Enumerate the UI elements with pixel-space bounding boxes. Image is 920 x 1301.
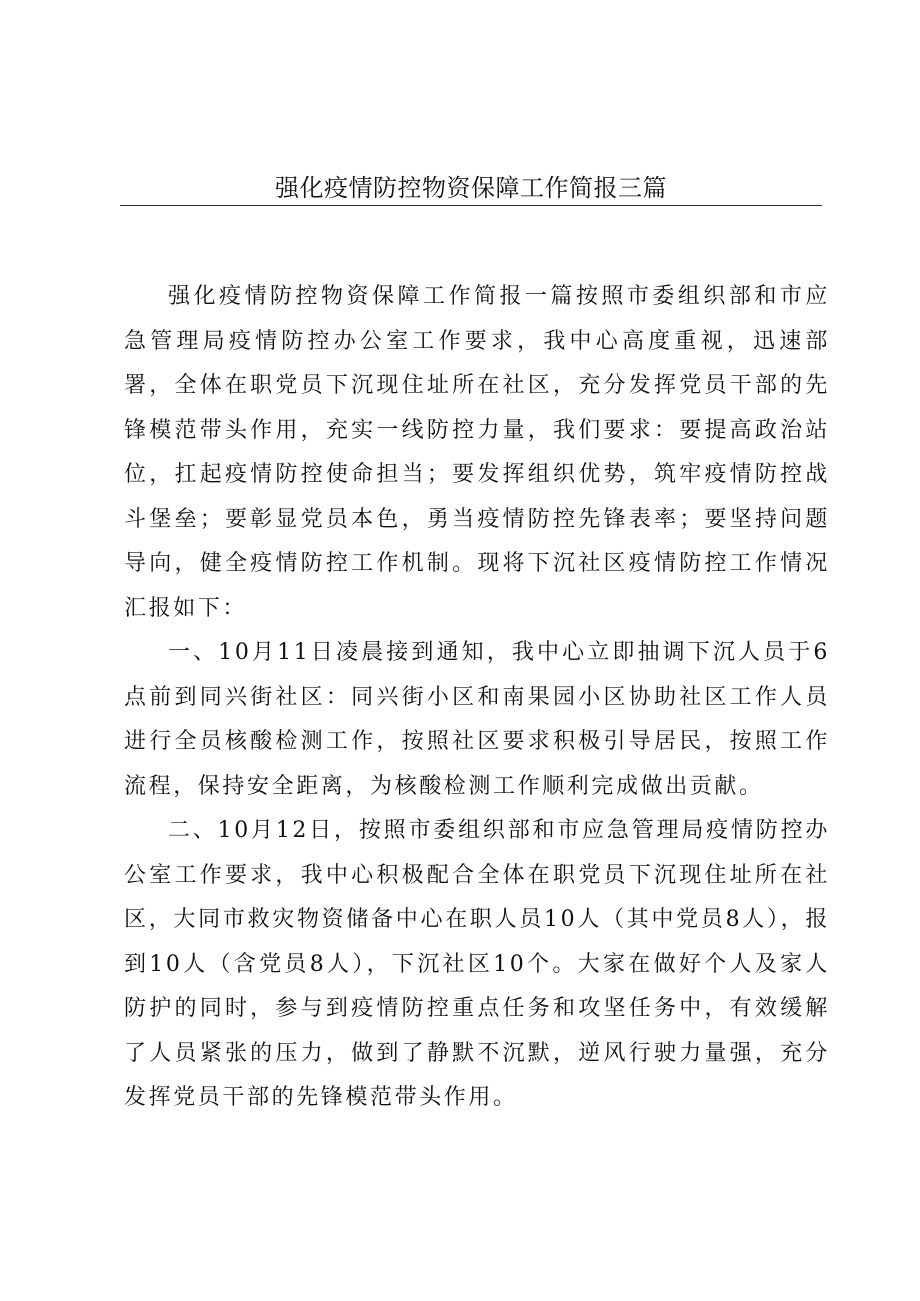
- title-underline: [120, 205, 822, 206]
- document-title: 强化疫情防控物资保障工作简报三篇: [275, 174, 667, 202]
- paragraph-item-1: 一、10月11日凌晨接到通知，我中心立即抽调下沉人员于6点前到同兴街社区：同兴街小区和南果园小区协助社区工作人员进行全员核酸检测工作，按照社区要求积极引导居民，按照工作流程，保持安全距离，为核酸检测工作顺利完成做出贡献。: [124, 640, 830, 799]
- paragraph-intro: 强化疫情防控物资保障工作简报一篇按照市委组织部和市应急管理局疫情防控办公室工作要求，我中心高度重视，迅速部署，全体在职党员下沉现住址所在社区，充分发挥党员干部的先锋模范带头作用，充实一线防控力量，我们要求：要提高政治站位，扛起疫情防控使命担当；要发挥组织优势，筑牢疫情防控战斗堡垒；要彰显党员本色，勇当疫情防控先锋表率；要坚持问题导向，健全疫情防控工作机制。现将下沉社区疫情防控工作情况汇报如下：: [124, 284, 830, 621]
- document-body: [124, 275, 830, 1121]
- paragraph-item-2: 二、10月12日，按照市委组织部和市应急管理局疫情防控办公室工作要求，我中心积极配合全体在职党员下沉现住址所在社区，大同市救灾物资储备中心在职人员10人（其中党员8人），报到10人（含党员8人），下沉社区10个。大家在做好个人及家人防护的同时，参与到疫情防控重点任务和攻坚任务中，有效缓解了人员紧张的压力，做到了静默不沉默，逆风行驶力量强，充分发挥党员干部的先锋模范带头作用。: [124, 818, 830, 1110]
